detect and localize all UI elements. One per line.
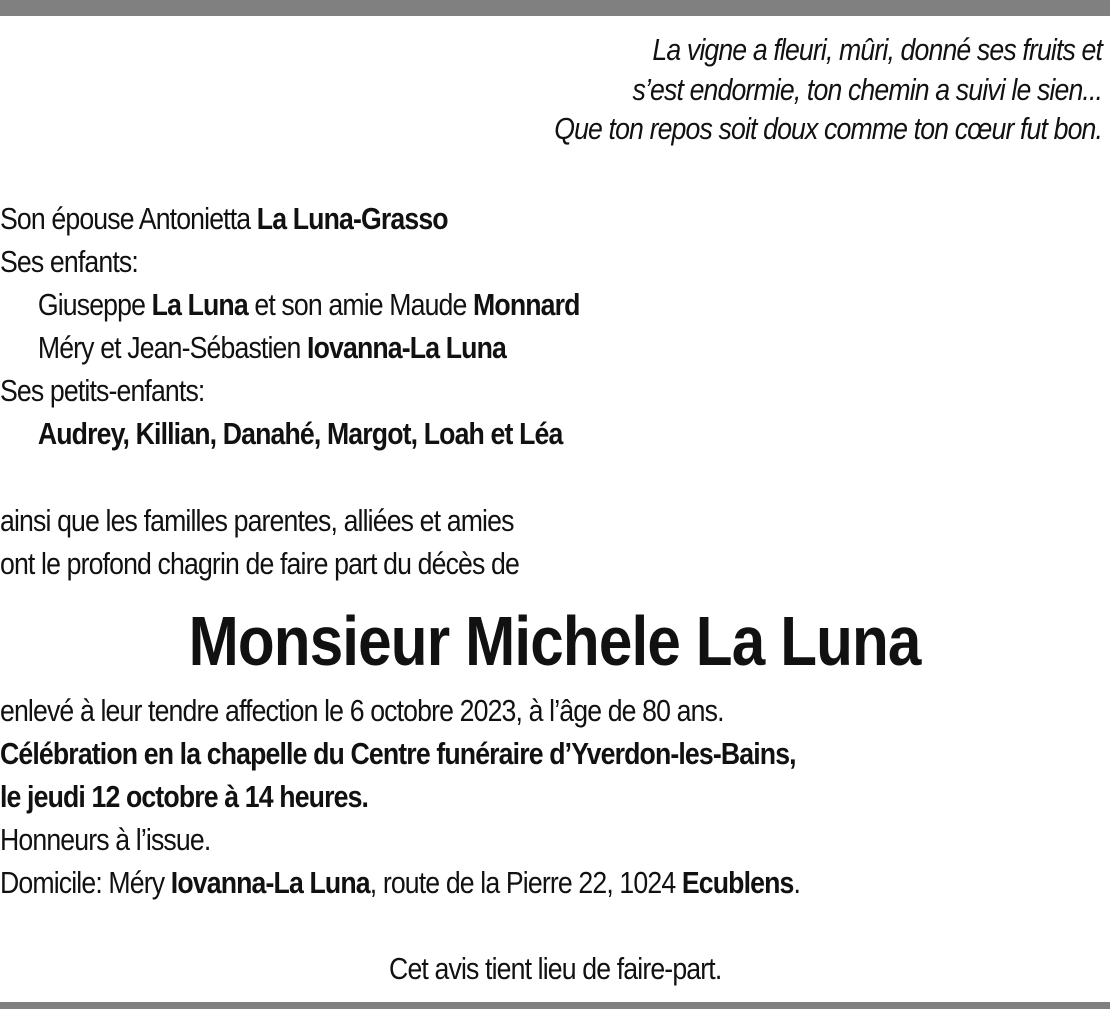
children-label: Ses enfants: [0, 244, 138, 279]
child2-first: Méry et Jean-Sébastien [37, 330, 308, 365]
closing-text: Cet avis tient lieu de faire-part. [388, 951, 722, 986]
announcement-intro [0, 499, 519, 585]
grandchildren-names-text: Audrey, Killian, Danahé, Margot, Loah et Léa [37, 416, 563, 451]
child-line-2 [0, 326, 580, 369]
domicile-prefix: Domicile: Méry [0, 865, 171, 900]
domicile-town: Ecublens [681, 865, 794, 900]
domicile-name: Iovanna-La Luna [170, 865, 370, 900]
ceremony-text-2: le jeudi 12 octobre à 14 heures. [0, 779, 369, 814]
spouse-name: La Luna-Grasso [256, 201, 448, 236]
honours-line: Honneurs à l’issue. [0, 822, 211, 857]
spouse-line [0, 197, 580, 240]
child-line-1 [0, 283, 580, 326]
grandchildren-names [0, 412, 580, 455]
intro-line-2: ont le profond chagrin de faire part du décès de [0, 546, 519, 581]
ceremony-line-1 [0, 732, 800, 775]
funeral-details [0, 689, 800, 904]
spouse-prefix: Son épouse Antonietta [0, 201, 257, 236]
closing-note [0, 947, 1110, 990]
poem-line-1: La vigne a fleuri, mûri, donné ses fruits et [652, 32, 1102, 67]
intro-line-1: ainsi que les familles parentes, alliées et amies [0, 503, 514, 538]
child1-last: La Luna [151, 287, 248, 322]
child1-mid: et son amie Maude [247, 287, 474, 322]
poem-line-3: Que ton repos soit doux comme ton cœur fut bon. [554, 111, 1102, 146]
ceremony-text-1: Célébration en la chapelle du Centre funéraire d’Yverdon-les-Bains, [0, 736, 796, 771]
domicile-line [0, 861, 800, 904]
child2-last: Iovanna-La Luna [307, 330, 506, 365]
deceased-name: Monsieur Michele La Luna [189, 602, 921, 680]
child1-partner-last: Monnard [473, 287, 580, 322]
ceremony-line-2 [0, 775, 800, 818]
domicile-address: , route de la Pierre 22, 1024 [369, 865, 682, 900]
top-border-rule [0, 0, 1110, 16]
bottom-border-rule [0, 1002, 1110, 1009]
family-list [0, 197, 580, 455]
domicile-end: . [793, 865, 801, 900]
child1-first: Giuseppe [37, 287, 152, 322]
poem-line-2: s’est endormie, ton chemin a suivi le sien... [632, 71, 1102, 107]
epitaph-poem [465, 30, 1102, 149]
deceased-name-heading [0, 598, 1110, 684]
death-date-line: enlevé à leur tendre affection le 6 octobre 2023, à l’âge de 80 ans. [0, 693, 724, 728]
grandchildren-label: Ses petits-enfants: [0, 373, 205, 408]
